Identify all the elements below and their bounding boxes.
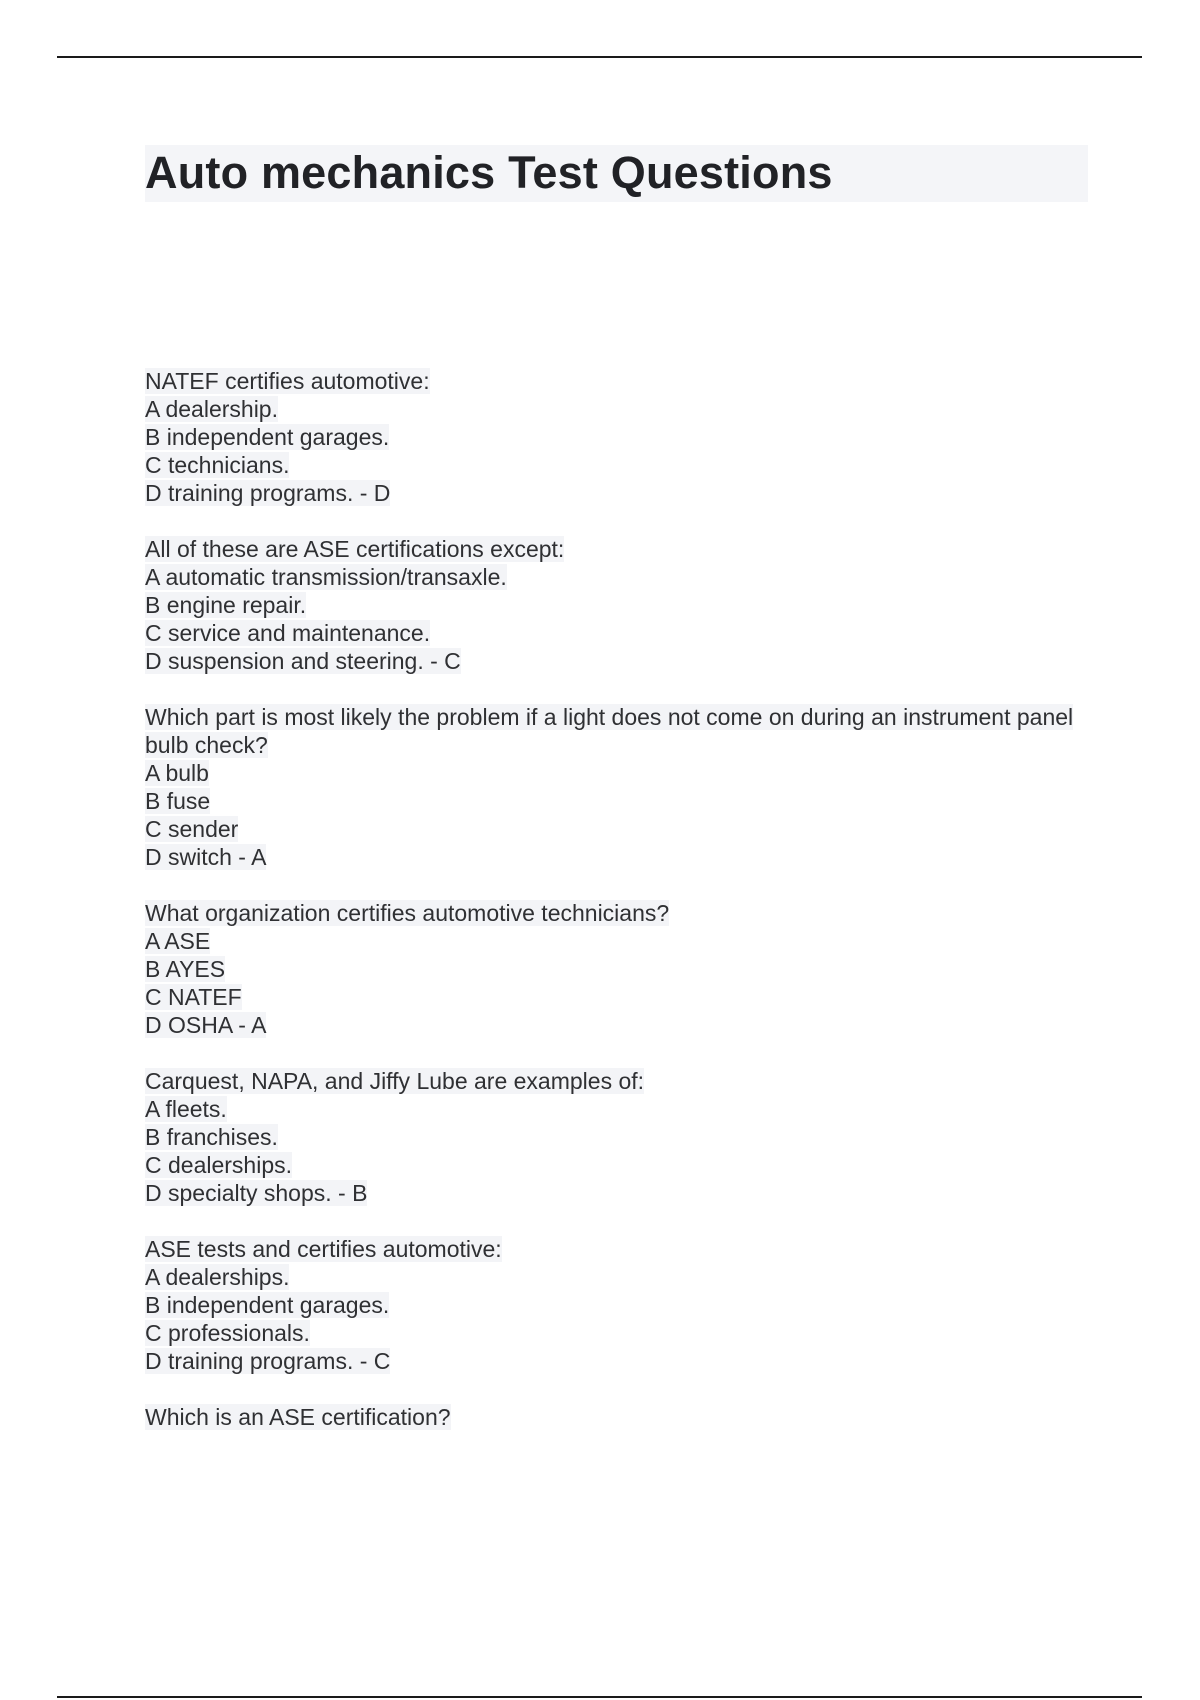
answer-option: C dealerships. xyxy=(145,1152,293,1178)
page-title: Auto mechanics Test Questions xyxy=(145,147,833,198)
answer-option: C sender xyxy=(145,816,239,842)
answer-option: B franchises. xyxy=(145,1124,278,1150)
question-block xyxy=(145,1403,1085,1431)
answer-option: A dealership. xyxy=(145,396,278,422)
answer-option: D training programs. - D xyxy=(145,480,391,506)
question-stem: Which is an ASE certification? xyxy=(145,1404,451,1430)
answer-option: C professionals. xyxy=(145,1320,310,1346)
question-stem: Which part is most likely the problem if a light does not come on during an instrument panel bulb check? xyxy=(145,704,1074,758)
question-block xyxy=(145,1235,1085,1375)
answer-option: D switch - A xyxy=(145,844,267,870)
answer-option: A fleets. xyxy=(145,1096,227,1122)
answer-option: B engine repair. xyxy=(145,592,307,618)
answer-option: C technicians. xyxy=(145,452,290,478)
question-block xyxy=(145,1067,1085,1207)
answer-option: B AYES xyxy=(145,956,226,982)
answer-option: B fuse xyxy=(145,788,211,814)
answer-option: A bulb xyxy=(145,760,209,786)
question-stem: What organization certifies automotive technicians? xyxy=(145,900,670,926)
question-list xyxy=(145,367,1085,1459)
answer-option: C NATEF xyxy=(145,984,242,1010)
question-stem: All of these are ASE certifications except: xyxy=(145,536,565,562)
answer-option: B independent garages. xyxy=(145,1292,390,1318)
question-block xyxy=(145,703,1085,871)
answer-option: A automatic transmission/transaxle. xyxy=(145,564,507,590)
answer-option: C service and maintenance. xyxy=(145,620,431,646)
answer-option: D suspension and steering. - C xyxy=(145,648,461,674)
top-rule xyxy=(57,56,1142,58)
answer-option: D training programs. - C xyxy=(145,1348,391,1374)
answer-option: B independent garages. xyxy=(145,424,390,450)
answer-option: D specialty shops. - B xyxy=(145,1180,368,1206)
bottom-rule xyxy=(57,1696,1142,1698)
answer-option: A dealerships. xyxy=(145,1264,290,1290)
answer-option: D OSHA - A xyxy=(145,1012,267,1038)
question-stem: ASE tests and certifies automotive: xyxy=(145,1236,502,1262)
question-block xyxy=(145,367,1085,507)
question-stem: Carquest, NAPA, and Jiffy Lube are examples of: xyxy=(145,1068,645,1094)
question-block xyxy=(145,899,1085,1039)
answer-option: A ASE xyxy=(145,928,211,954)
question-block xyxy=(145,535,1085,675)
question-stem: NATEF certifies automotive: xyxy=(145,368,430,394)
